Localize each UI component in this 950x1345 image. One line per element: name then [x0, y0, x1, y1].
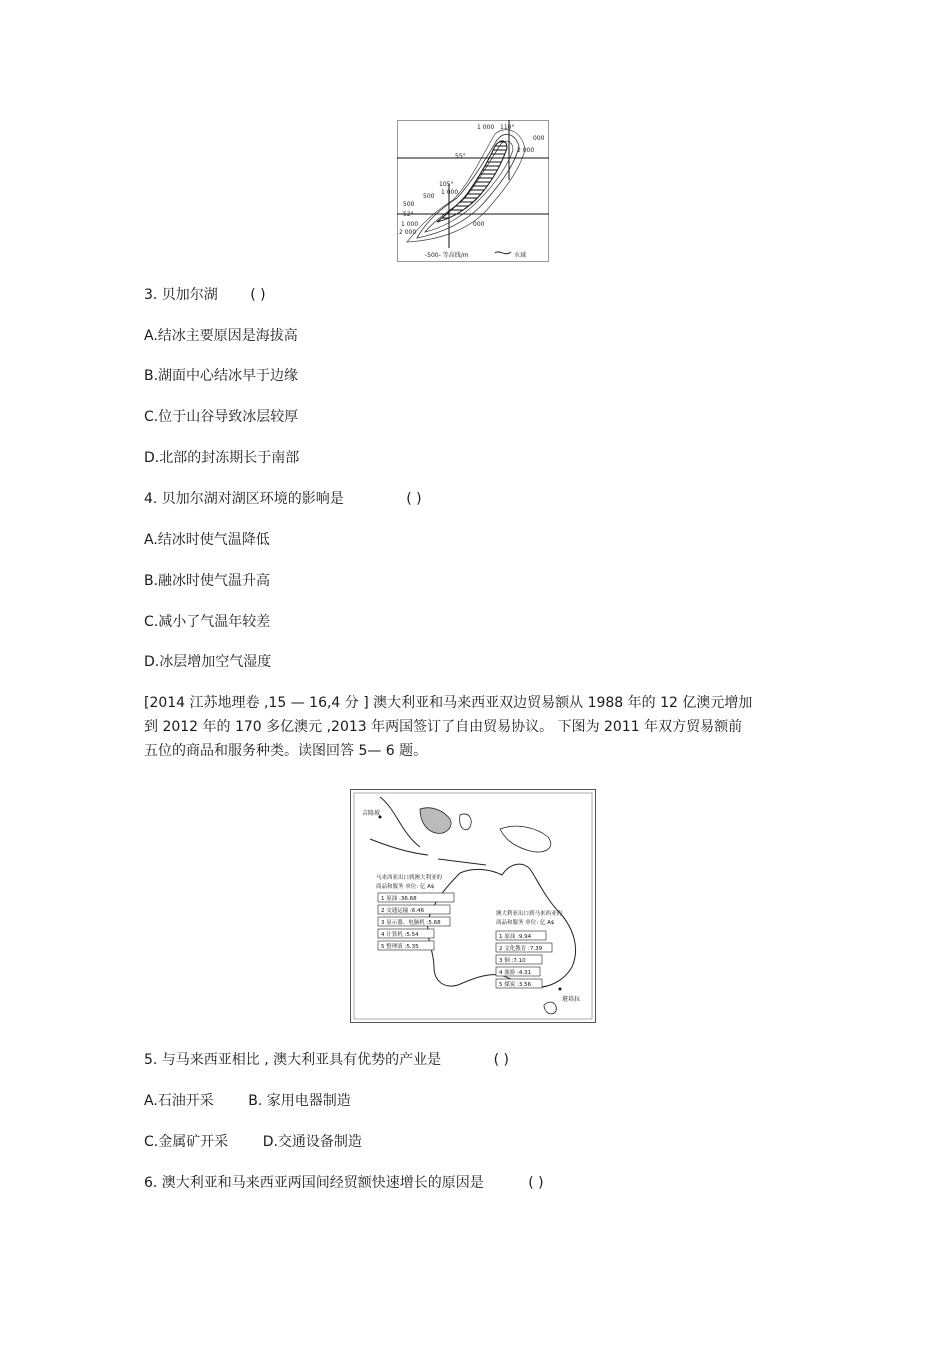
trade-map-figure: [350, 789, 596, 1023]
map-label: 1 000: [477, 124, 495, 131]
right-box-item: 2 文化教育 :7.39: [499, 946, 543, 952]
map-label: 000: [473, 221, 485, 228]
map-label: 52°: [403, 211, 414, 218]
right-box-item: 4 旅游 :4.31: [499, 970, 532, 976]
q4-answer-paren: ( ): [406, 491, 422, 507]
right-box-item: 5 煤炭 :3.56: [499, 982, 532, 988]
trade-map: [350, 789, 596, 1023]
q4-option-c: C.减小了气温年较差: [144, 614, 271, 630]
right-box-title-1: 澳大利亚出口到马来西亚的: [496, 911, 563, 917]
intro-line-1: [2014 江苏地理卷 ,15 — 16,4 分 ] 澳大利亚和马来西亚双边贸易额从 1988 年的 12 亿澳元增加: [144, 695, 753, 711]
map-label: 110°: [500, 124, 515, 131]
map-label: 000: [533, 135, 545, 142]
map-label: 2 000: [399, 229, 417, 236]
right-box-item: 1 原油 :9.94: [499, 934, 532, 940]
q5-stem-row: [144, 1051, 509, 1069]
q5-option-a: A.石油开采: [144, 1093, 214, 1109]
q6-answer-paren: ( ): [528, 1175, 544, 1191]
left-box-item: 4 计算机 :5.54: [381, 932, 419, 938]
q4-stem-row: [144, 490, 422, 508]
legend-water: 水域: [514, 252, 527, 259]
right-box-title-2: 商品和服务 单位: 亿 A$: [496, 920, 555, 926]
q3-stem: 3. 贝加尔湖: [144, 287, 218, 303]
map-label: 55°: [455, 153, 466, 160]
q3-option-c: C.位于山谷导致冰层较厚: [144, 409, 299, 425]
canberra-marker-icon: [559, 988, 562, 991]
legend-contour: -500- 等高线/m: [425, 252, 469, 259]
left-box-item: 2 交通运输 :6.46: [381, 908, 425, 914]
q5-answer-paren: ( ): [493, 1052, 509, 1068]
left-box-title-2: 商品和服务 单位: 亿 A$: [376, 884, 435, 890]
right-box-item: 3 铜 :7.10: [499, 958, 526, 964]
map-label: 500: [423, 193, 435, 200]
q5-options-row-2: [144, 1133, 362, 1151]
q4-stem: 4. 贝加尔湖对湖区环境的影响是: [144, 491, 344, 507]
q5-stem: 5. 与马来西亚相比 , 澳大利亚具有优势的产业是: [144, 1052, 442, 1068]
intro-line-3: 五位的商品和服务种类。读图回答 5— 6 题。: [144, 743, 428, 759]
map-label: 2 000: [517, 147, 535, 154]
intro-line-2: 到 2012 年的 170 多亿澳元 ,2013 年两国签订了自由贸易协议。 下图为 2011 年双方贸易额前: [144, 719, 743, 735]
map-label: 1 000: [441, 189, 459, 196]
q3-answer-paren: ( ): [250, 287, 266, 303]
city-canberra: 堪培拉: [562, 996, 581, 1003]
q5-option-c: C.金属矿开采: [144, 1134, 229, 1150]
q3-stem-row: [144, 286, 266, 304]
q6-stem-row: [144, 1174, 544, 1192]
baikal-map: [397, 120, 549, 262]
q5-option-d: D.交通设备制造: [262, 1134, 362, 1150]
left-box-item: 3 显示器、电脑机 :5.68: [381, 920, 441, 926]
baikal-map-figure: [397, 120, 549, 262]
map-label: 500: [403, 201, 415, 208]
q5-option-b: B. 家用电器制造: [248, 1093, 351, 1109]
city-kuala-lumpur: 吉隆坡: [362, 810, 381, 817]
q4-option-a: A.结冰时使气温降低: [144, 532, 270, 548]
q4-option-d: D.冰层增加空气湿度: [144, 654, 272, 670]
q3-option-b: B.湖面中心结冰早于边缘: [144, 368, 299, 384]
q3-option-a: A.结冰主要原因是海拔高: [144, 328, 298, 344]
left-box-item: 1 原油 :36.68: [381, 896, 417, 902]
left-box-title-1: 马来西亚出口到澳大利亚的: [376, 875, 443, 881]
q5-options-row-1: [144, 1092, 351, 1110]
q6-stem: 6. 澳大利亚和马来西亚两国间经贸额快速增长的原因是: [144, 1175, 484, 1191]
map-label: 1 000: [401, 221, 419, 228]
q3-option-d: D.北部的封冻期长于南部: [144, 450, 300, 466]
q4-option-b: B.融冰时使气温升高: [144, 573, 271, 589]
left-box-item: 5 整理液 :5.35: [381, 944, 419, 950]
map-label: 105°: [439, 181, 454, 188]
